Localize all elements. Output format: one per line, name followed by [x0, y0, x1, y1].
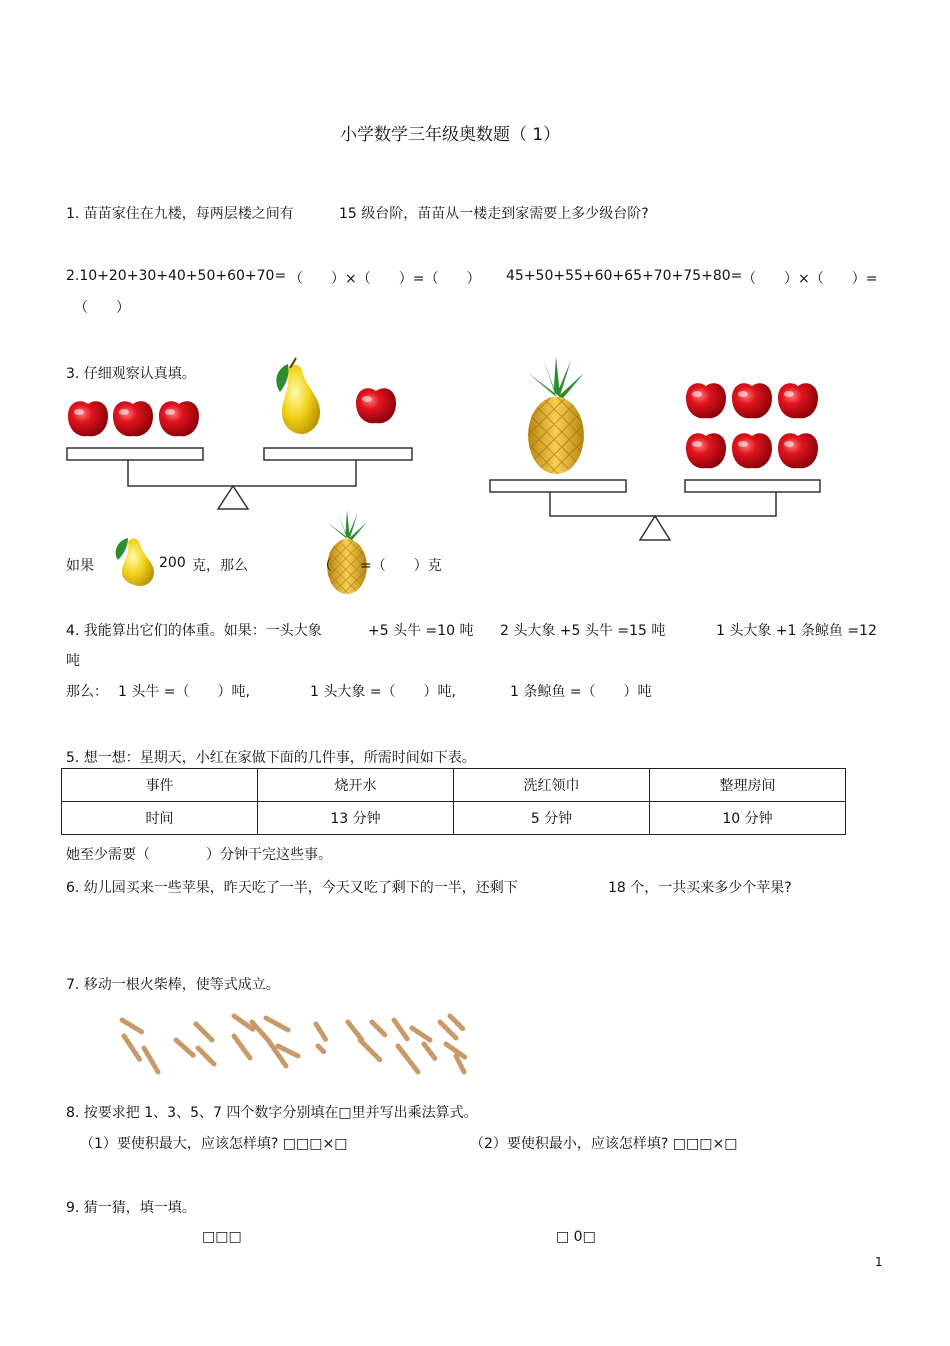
- q3-prefix: 如果: [66, 558, 94, 574]
- q3-unit: 克，那么: [192, 558, 248, 574]
- q3-answer-blank[interactable]: （ =（ ）克: [318, 558, 442, 574]
- q6-text-b: 18 个，一共买来多少个苹果?: [608, 880, 792, 896]
- q2-blanks-2: （ ）×（ ）=: [742, 271, 878, 287]
- table-cell: 13 分钟: [258, 802, 454, 835]
- table-row: [62, 802, 846, 835]
- apple-icon: [732, 383, 772, 418]
- q4-p1: +5 头牛 =10 吨: [368, 623, 474, 639]
- apple-icon: [686, 433, 726, 468]
- q6-text-a: 6. 幼儿园买来一些苹果，昨天吃了一半，今天又吃了剩下的一半，还剩下: [66, 880, 518, 896]
- q9-boxes-1[interactable]: □□□: [202, 1229, 242, 1245]
- pineapple-icon: [528, 356, 584, 474]
- apple-icon: [686, 383, 726, 418]
- table-cell: 洗红领巾: [454, 769, 650, 802]
- q2-expr-1: 2.10+20+30+40+50+60+70=: [66, 268, 287, 284]
- q8-label: 8. 按要求把 1、3、5、7 四个数字分别填在□里并写出乘法算式。: [66, 1105, 478, 1121]
- q5-note[interactable]: 她至少需要（ ）分钟干完这些事。: [66, 847, 332, 863]
- q3-label: 3. 仔细观察认真填。: [66, 366, 196, 382]
- q1-text-b: 15 级台阶，苗苗从一楼走到家需要上多少级台阶?: [339, 206, 649, 222]
- q4-a1[interactable]: 1 头牛 =（ ）吨,: [118, 684, 250, 700]
- q4-line1: 4. 我能算出它们的体重。如果：一头大象: [66, 623, 322, 639]
- q2-blank-3: （ ）: [74, 300, 130, 316]
- q9-boxes-2[interactable]: □ 0□: [556, 1229, 596, 1245]
- time-table: [61, 768, 846, 835]
- q2-expr-2: 45+50+55+60+65+70+75+80=: [506, 268, 743, 284]
- pineapple-icon: [327, 510, 367, 594]
- q4-a2[interactable]: 1 头大象 =（ ）吨,: [310, 684, 456, 700]
- table-cell: 10 分钟: [650, 802, 846, 835]
- apple-icon: [732, 433, 772, 468]
- q4-line2: 吨: [66, 653, 80, 669]
- table-cell: 时间: [62, 802, 258, 835]
- apple-icon: [778, 433, 818, 468]
- table-cell: 事件: [62, 769, 258, 802]
- apple-icon: [113, 401, 153, 436]
- q2-blanks-1: （ ）×（ ）=（ ）: [289, 271, 481, 287]
- q9-label: 9. 猜一猜，填一填。: [66, 1200, 196, 1216]
- apple-icon: [68, 401, 108, 436]
- q4-p3: 1 头大象 +1 条鲸鱼 =12: [716, 623, 877, 639]
- pear-icon: [116, 538, 154, 586]
- q4-ans-prefix: 那么：: [66, 684, 108, 700]
- q8-part2[interactable]: （2）要使积最小，应该怎样填? □□□×□: [470, 1136, 738, 1152]
- table-cell: 烧开水: [258, 769, 454, 802]
- matchstick-puzzle: [122, 1016, 466, 1072]
- q5-label: 5. 想一想：星期天，小红在家做下面的几件事，所需时间如下表。: [66, 750, 476, 766]
- pear-icon: [276, 358, 320, 434]
- q3-grams: 200: [159, 555, 186, 571]
- table-cell: 整理房间: [650, 769, 846, 802]
- page-title: 小学数学三年级奥数题（ 1）: [340, 125, 561, 145]
- q4-p2: 2 头大象 +5 头牛 =15 吨: [500, 623, 666, 639]
- apple-icon: [159, 401, 199, 436]
- q8-part1[interactable]: （1）要使积最大，应该怎样填? □□□×□: [80, 1136, 348, 1152]
- apple-icon: [356, 388, 396, 423]
- table-row: [62, 769, 846, 802]
- q1-text-a: 1. 苗苗家住在九楼，每两层楼之间有: [66, 206, 294, 222]
- q7-label: 7. 移动一根火柴棒，使等式成立。: [66, 977, 280, 993]
- page-number: 1: [875, 1255, 883, 1269]
- apple-icon: [778, 383, 818, 418]
- table-cell: 5 分钟: [454, 802, 650, 835]
- q4-a3[interactable]: 1 条鲸鱼 =（ ）吨: [510, 684, 652, 700]
